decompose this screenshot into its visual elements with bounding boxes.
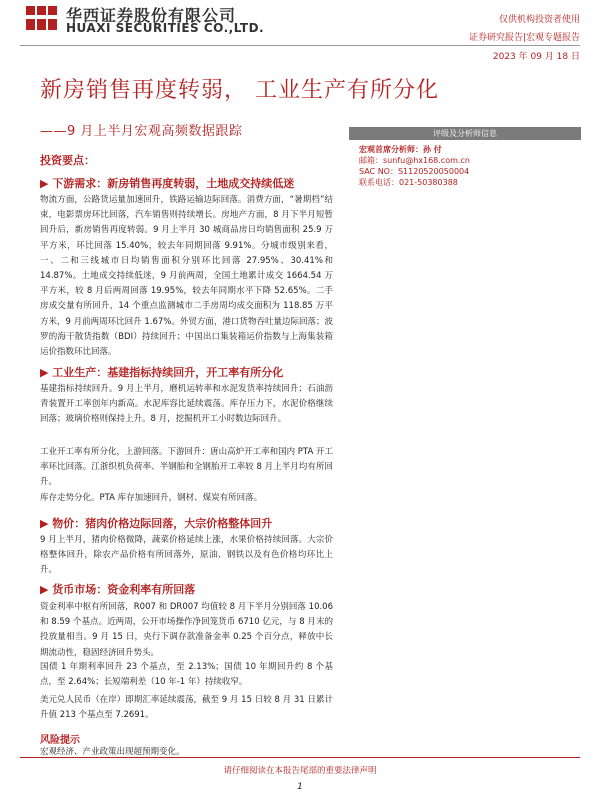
report-type: 证券研究报告|宏观专题报告 [468,33,580,43]
analyst-name: 孙 付 [423,145,442,154]
risk-title: 风险提示 [40,735,80,746]
section-money-paragraph-2: 国债 1 年期利率回升 23 个基点，至 2.13%；国债 10 年期回升约 8 个基点，至 2.64%；长短端利差（10 年-1 年）持续收窄。 [40,662,333,688]
section-money-paragraph-1: 资金利率中枢有所回落，R007 和 DR007 均值较 8 月下半月分别回落 10.06 和 8.59 个基点。近两周，公开市场操作净回笼货币 6710 亿元，与 8 月末的投放量相当。9 月 15 日，央行下调存款准备金率 0.25 个百分点，释放中长期流动性，稳固经济回升势头。 [40,602,333,658]
section-prices-paragraph: 9 月上半月，猪肉价格微降，蔬菜价格延续上涨，水果价格持续回落。大宗价格整体回升，除农产品价格有所回落外，原油、钢铁以及有色价格均环比上升。 [40,535,333,576]
huaxi-logo-icon [24,3,58,33]
key-points-label: 投资要点： [40,154,95,167]
analyst-phone: 联系电话：021-50380388 [359,178,458,187]
section-industry-paragraph-1: 基建指标持续回升。9 月上半月，磨机运转率和水泥发货率持续回升；石油沥青装置开工率创年内新高。水泥库容比延续震荡。库存压力下，水泥价格继续回落；玻璃价格则保持上升。8 月，挖掘机开工小时数边际回升。 [40,384,333,425]
section-prices-title: ▶ 物价：猪肉价格边际回落，大宗价格整体回升 [40,517,273,530]
analyst-box-heading: 评级及分析师信息 [349,127,581,140]
footer-divider [20,757,580,758]
section-industry-paragraph-3: 库存走势分化。PTA 库存加速回升，钢材、煤炭有所回落。 [40,493,263,503]
report-subtitle: ——9 月上半月宏观高频数据跟踪 [40,124,243,139]
page-number: 1 [297,782,303,792]
analyst-sac: SAC NO：S1120520050004 [359,167,470,176]
section-money-paragraph-3: 美元兑人民币（在岸）即期汇率延续震荡，截至 9 月 15 日较 8 月 31 日累计升值 213 个基点至 7.2691。 [40,695,333,721]
section-demand-paragraph: 物流方面，公路货运量加速回升，铁路运输边际回落。消费方面，“暑期档”结束，电影票房环比回落，汽车销售则持续增长。房地产方面，8 月下半月短暂回升后，新房销售再度转弱。9 月上半月 30 城商品房日均销售面积 25.9 万平方米，环比回落 15.40%，较去年同期回落 9.91%。分城市级别来看，一、二和三线城市日均销售面积分别环比回落 27.95%、30.41%和 14.87%。土地成交持续低迷，9 月前两周，全国土地累计成交 1664.54 万平方米，较 8 月后两周回落 19.95%，较去年同期水平下降 52.65%。二手房成交量有所回升，14 个重点监测城市二手房周均成交面积为 118.85 万平方米，9 月前两周环比回升 1.67%。外贸方面，港口货物吞吐量边际回落；波罗的海干散货指数（BDI）持续回升；中国出口集装箱运价指数与上海集装箱运价指数环比回落。 [40,195,333,358]
analyst-info-box [349,127,581,185]
company-name-en: HUAXI SECURITIES CO.,LTD. [66,21,265,35]
section-industry-paragraph-2: 工业开工率有所分化，上游回落。下游回升：唐山高炉开工率和国内 PTA 开工率环比回落。江浙织机负荷率、半钢胎和全钢胎开工率较 8 月上半月均有所回升。 [40,447,333,488]
report-title: 新房销售再度转弱， 工业生产有所分化 [40,78,439,103]
legal-disclaimer[interactable]: 请仔细阅读在本报告尾部的重要法律声明 [223,766,377,776]
report-date: 2023 年 09 月 18 日 [492,52,580,62]
section-industry-title: ▶ 工业生产：基建指标持续回升，开工率有所分化 [40,366,284,379]
section-money-title: ▶ 货币市场：资金利率有所回落 [40,583,196,596]
header-divider [20,45,580,46]
risk-body: 宏观经济、产业政策出现超预期变化。 [40,747,185,757]
company-name-cn: 华西证券股份有限公司 [66,6,237,25]
analyst-label: 宏观首席分析师： [359,145,423,154]
audience-tagline: 仅供机构投资者使用 [498,15,580,25]
section-demand-title: ▶ 下游需求：新房销售再度转弱，土地成交持续低迷 [40,177,295,190]
analyst-line [359,144,442,155]
analyst-email[interactable]: 邮箱：sunfu@hx168.com.cn [359,156,470,165]
